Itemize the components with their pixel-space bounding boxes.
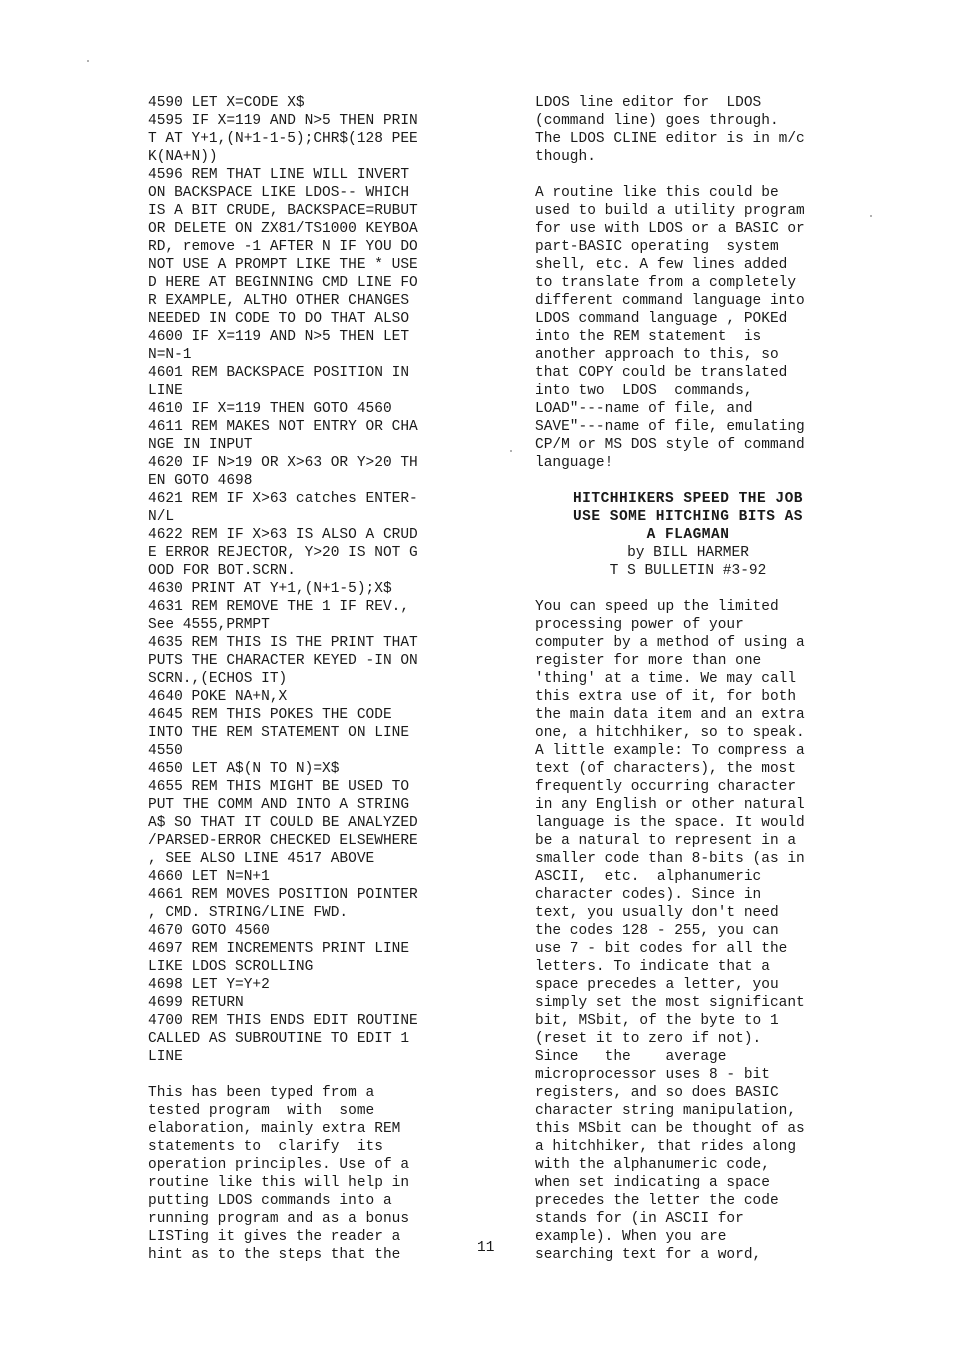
text-line: letters. To indicate that a <box>535 959 770 975</box>
text-line: different command language into <box>535 293 805 309</box>
text-line: A little example: To compress a <box>535 743 805 759</box>
code-line: NOT USE A PROMPT LIKE THE * USE <box>148 257 418 273</box>
code-line: LINE <box>148 383 183 399</box>
code-line: K(NA+N)) <box>148 149 218 165</box>
code-line: 4631 REM REMOVE THE 1 IF REV., <box>148 599 410 615</box>
title-line: HITCHHIKERS SPEED THE JOB <box>572 491 804 507</box>
code-line: 4635 REM THIS IS THE PRINT THAT <box>148 635 418 651</box>
text-line: character string manipulation, <box>535 1103 797 1119</box>
text-line: example). When you are <box>535 1229 727 1245</box>
title-line: A FLAGMAN <box>646 527 730 543</box>
text-line: text (of characters), the most <box>535 761 797 777</box>
code-line: OOD FOR BOT.SCRN. <box>148 563 296 579</box>
text-line: into two LDOS commands, <box>535 383 753 399</box>
code-line: 4611 REM MAKES NOT ENTRY OR CHA <box>148 419 418 435</box>
text-line: elaboration, mainly extra REM <box>148 1121 401 1137</box>
text-line: statements to clarify its <box>148 1139 383 1155</box>
code-line: 4698 LET Y=Y+2 <box>148 977 270 993</box>
code-line: 4621 REM IF X>63 catches ENTER- <box>148 491 418 507</box>
text-line: smaller code than 8-bits (as in <box>535 851 805 867</box>
code-line: 4595 IF X=119 AND N>5 THEN PRIN <box>148 113 418 129</box>
code-line: SCRN.,(ECHOS IT) <box>148 671 288 687</box>
text-line: use 7 - bit codes for all the <box>535 941 788 957</box>
code-line: D HERE AT BEGINNING CMD LINE FO <box>148 275 418 291</box>
code-line: 4620 IF N>19 OR X>63 OR Y>20 TH <box>148 455 418 471</box>
text-line: LOAD"---name of file, and <box>535 401 753 417</box>
text-line: another approach to this, so <box>535 347 779 363</box>
text-line: precedes the letter the code <box>535 1193 779 1209</box>
code-line: 4700 REM THIS ENDS EDIT ROUTINE <box>148 1013 418 1029</box>
paragraph-hitchhikers <box>535 598 841 1264</box>
basic-code-listing <box>148 94 458 1066</box>
text-line: the codes 128 - 255, you can <box>535 923 779 939</box>
code-line: CALLED AS SUBROUTINE TO EDIT 1 <box>148 1031 410 1047</box>
text-line: simply set the most significant <box>535 995 805 1011</box>
page-number: 11 <box>477 1240 495 1256</box>
code-line: 4655 REM THIS MIGHT BE USED TO <box>148 779 410 795</box>
text-line: bit, MSbit, of the byte to 1 <box>535 1013 779 1029</box>
text-line: to translate from a completely <box>535 275 797 291</box>
code-line: ON BACKSPACE LIKE LDOS-- WHICH <box>148 185 410 201</box>
text-line: text, you usually don't need <box>535 905 779 921</box>
text-line: (reset it to zero if not). <box>535 1031 762 1047</box>
text-line: ASCII, etc. alphanumeric <box>535 869 762 885</box>
code-line: NGE IN INPUT <box>148 437 253 453</box>
code-line: 4596 REM THAT LINE WILL INVERT <box>148 167 410 183</box>
text-line: when set indicating a space <box>535 1175 770 1191</box>
text-line: CP/M or MS DOS style of command <box>535 437 805 453</box>
code-line: 4622 REM IF X>63 IS ALSO A CRUD <box>148 527 418 543</box>
code-line: , SEE ALSO LINE 4517 ABOVE <box>148 851 375 867</box>
scan-speck <box>870 215 872 217</box>
text-line: This has been typed from a <box>148 1085 375 1101</box>
text-line: the main data item and an extra <box>535 707 805 723</box>
text-line: shell, etc. A few lines added <box>535 257 788 273</box>
code-line: 4697 REM INCREMENTS PRINT LINE <box>148 941 410 957</box>
text-line: for use with LDOS or a BASIC or <box>535 221 805 237</box>
text-line: LDOS command language , POKEd <box>535 311 788 327</box>
paragraph-ldos-editor <box>535 94 841 166</box>
code-line: PUT THE COMM AND INTO A STRING <box>148 797 410 813</box>
article-title <box>535 490 841 544</box>
code-line: T AT Y+1,(N+1-1-5);CHR$(128 PEE <box>148 131 418 147</box>
text-line: (command line) goes through. <box>535 113 779 129</box>
text-line: registers, and so does BASIC <box>535 1085 779 1101</box>
text-line: computer by a method of using a <box>535 635 805 651</box>
spacer <box>148 1066 458 1084</box>
text-line: register for more than one <box>535 653 762 669</box>
scan-speck <box>510 450 512 452</box>
code-line: 4650 LET A$(N TO N)=X$ <box>148 761 340 777</box>
text-line: stands for (in ASCII for <box>535 1211 744 1227</box>
text-line: microprocessor uses 8 - bit <box>535 1067 770 1083</box>
code-line: EN GOTO 4698 <box>148 473 253 489</box>
text-line: processing power of your <box>535 617 744 633</box>
code-line: A$ SO THAT IT COULD BE ANALYZED <box>148 815 418 831</box>
text-line: be a natural to represent in a <box>535 833 797 849</box>
right-column <box>535 94 841 1282</box>
text-line: operation principles. Use of a <box>148 1157 410 1173</box>
text-line: putting LDOS commands into a <box>148 1193 392 1209</box>
text-line: hint as to the steps that the <box>148 1247 401 1263</box>
code-line: 4661 REM MOVES POSITION POINTER <box>148 887 418 903</box>
code-line: E ERROR REJECTOR, Y>20 IS NOT G <box>148 545 418 561</box>
code-line: LINE <box>148 1049 183 1065</box>
scan-speck <box>87 60 89 62</box>
code-line: NEEDED IN CODE TO DO THAT ALSO <box>148 311 410 327</box>
text-line: Since the average <box>535 1049 727 1065</box>
text-line: this MSbit can be thought of as <box>535 1121 805 1137</box>
code-line: , CMD. STRING/LINE FWD. <box>148 905 349 921</box>
code-line: See 4555,PRMPT <box>148 617 270 633</box>
code-line: RD, remove -1 AFTER N IF YOU DO <box>148 239 418 255</box>
code-line: 4645 REM THIS POKES THE CODE <box>148 707 392 723</box>
code-line: 4550 <box>148 743 183 759</box>
text-line: LDOS line editor for LDOS <box>535 95 762 111</box>
text-line: space precedes a letter, you <box>535 977 779 993</box>
code-line: /PARSED-ERROR CHECKED ELSEWHERE <box>148 833 418 849</box>
code-line: PUTS THE CHARACTER KEYED -IN ON <box>148 653 418 669</box>
code-line: OR DELETE ON ZX81/TS1000 KEYBOA <box>148 221 418 237</box>
text-line: A routine like this could be <box>535 185 779 201</box>
code-line: 4601 REM BACKSPACE POSITION IN <box>148 365 410 381</box>
text-line: part-BASIC operating system <box>535 239 779 255</box>
text-line: language! <box>535 455 614 471</box>
text-line: The LDOS CLINE editor is in m/c <box>535 131 805 147</box>
text-line: language is the space. It would <box>535 815 805 831</box>
left-column <box>148 94 458 1264</box>
code-line: 4699 RETURN <box>148 995 244 1011</box>
code-line: IS A BIT CRUDE, BACKSPACE=RUBUT <box>148 203 418 219</box>
text-line: with the alphanumeric code, <box>535 1157 770 1173</box>
text-line: 'thing' at a time. We may call <box>535 671 797 687</box>
text-line: though. <box>535 149 596 165</box>
spacer <box>535 580 841 598</box>
source-line: T S BULLETIN #3-92 <box>609 563 767 579</box>
code-line: 4590 LET X=CODE X$ <box>148 95 305 111</box>
text-line: in any English or other natural <box>535 797 805 813</box>
text-line: LISTing it gives the reader a <box>148 1229 401 1245</box>
code-line: N/L <box>148 509 175 525</box>
text-line: frequently occurring character <box>535 779 797 795</box>
code-line: LIKE LDOS SCROLLING <box>148 959 314 975</box>
text-line: character codes). Since in <box>535 887 762 903</box>
code-line: 4600 IF X=119 AND N>5 THEN LET <box>148 329 410 345</box>
code-line: 4640 POKE NA+N,X <box>148 689 288 705</box>
text-line: one, a hitchhiker, so to speak. <box>535 725 805 741</box>
prose-paragraph <box>148 1084 458 1264</box>
code-line: 4660 LET N=N+1 <box>148 869 270 885</box>
text-line: You can speed up the limited <box>535 599 779 615</box>
paragraph-utility-routine <box>535 184 841 472</box>
code-line: 4610 IF X=119 THEN GOTO 4560 <box>148 401 392 417</box>
code-line: 4670 GOTO 4560 <box>148 923 270 939</box>
title-line: USE SOME HITCHING BITS AS <box>572 509 804 525</box>
text-line: routine like this will help in <box>148 1175 410 1191</box>
text-line: that COPY could be translated <box>535 365 788 381</box>
text-line: a hitchhiker, that rides along <box>535 1139 797 1155</box>
code-line: N=N-1 <box>148 347 192 363</box>
text-line: this extra use of it, for both <box>535 689 797 705</box>
text-line: searching text for a word, <box>535 1247 762 1263</box>
text-line: used to build a utility program <box>535 203 805 219</box>
text-line: running program and as a bonus <box>148 1211 410 1227</box>
text-line: SAVE"---name of file, emulating <box>535 419 805 435</box>
code-line: 4630 PRINT AT Y+1,(N+1-5);X$ <box>148 581 392 597</box>
byline: by BILL HARMER <box>627 545 749 561</box>
text-line: into the REM statement is <box>535 329 762 345</box>
code-line: INTO THE REM STATEMENT ON LINE <box>148 725 410 741</box>
text-line: tested program with some <box>148 1103 375 1119</box>
code-line: R EXAMPLE, ALTHO OTHER CHANGES <box>148 293 410 309</box>
